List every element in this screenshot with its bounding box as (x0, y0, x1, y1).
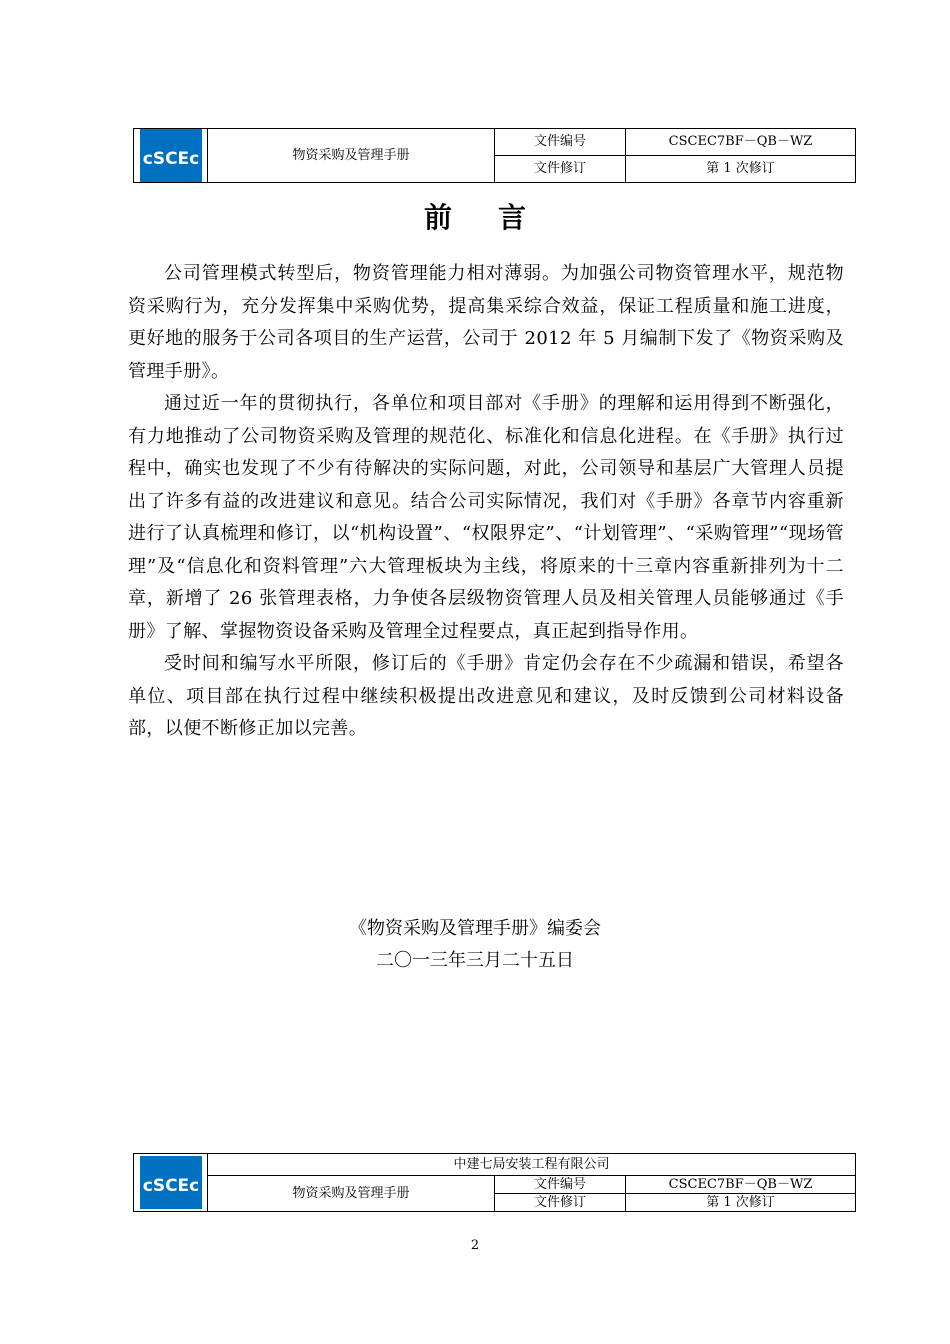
footer-manual-title: 物资采购及管理手册 (208, 1176, 495, 1212)
paragraph-1: 公司管理模式转型后，物资管理能力相对薄弱。为加强公司物资管理水平，规范物资采购行为，充分发挥集中采购优势，提高集采综合效益，保证工程质量和施工进度，更好地的服务于公司各项目的生产运营，公司于 2012 年 5 月编制下发了《物资采购及管理手册》。 (128, 263, 844, 382)
footer-revision-value: 第 1 次修订 (626, 1194, 856, 1212)
svg-text:cSCEc: cSCEc (142, 1175, 199, 1196)
preface-body (128, 258, 844, 746)
cscec-logo-icon (143, 136, 199, 176)
footer-table (133, 1153, 856, 1212)
footer-doc-number-value: CSCEC7BF－QB－WZ (626, 1176, 856, 1194)
header-manual-title: 物资采购及管理手册 (208, 129, 495, 183)
cscec-logo (140, 1156, 202, 1209)
footer-company: 中建七局安装工程有限公司 (208, 1154, 856, 1176)
paragraph-2: 通过近一年的贯彻执行，各单位和项目部对《手册》的理解和运用得到不断强化，有力地推动了公司物资采购及管理的规范化、标准化和信息化进程。在《手册》执行过程中，确实也发现了不少有待解决的实际问题，对此，公司领导和基层广大管理人员提出了许多有益的改进建议和意见。结合公司实际情况，我们对《手册》各章节内容重新进行了认真梳理和修订，以“机构设置”、“权限界定”、“计划管理”、“采购管理”“现场管理”及“信息化和资料管理”六大管理板块为主线，将原来的十三章内容重新排列为十二章，新增了 26 张管理表格，力争使各层级物资管理人员及相关管理人员能够通过《手册》了解、掌握物资设备采购及管理全过程要点，真正起到指导作用。 (128, 393, 844, 642)
header-logo-cell (134, 129, 208, 183)
svg-text:cSCEc: cSCEc (142, 148, 199, 169)
footer-revision-label: 文件修订 (495, 1194, 626, 1212)
signature-committee: 《物资采购及管理手册》编委会 (349, 918, 601, 939)
cscec-logo (140, 129, 202, 182)
header-table (133, 128, 856, 183)
cscec-logo-icon (143, 1163, 199, 1203)
page-number: 2 (470, 1238, 480, 1253)
page-title: 前言 (423, 201, 572, 234)
footer-doc-number-label: 文件编号 (495, 1176, 626, 1194)
paragraph-3: 受时间和编写水平所限，修订后的《手册》肯定仍会存在不少疏漏和错误，希望各单位、项目部在执行过程中继续积极提出改进意见和建议，及时反馈到公司材料设备部，以便不断修正加以完善。 (128, 653, 844, 739)
header-revision-label: 文件修订 (495, 156, 626, 183)
signature-date: 二〇一三年三月二十五日 (376, 950, 574, 971)
header-revision-value: 第 1 次修订 (626, 156, 856, 183)
header-doc-number-value: CSCEC7BF－QB－WZ (626, 129, 856, 156)
footer-logo-cell (134, 1154, 208, 1212)
header-doc-number-label: 文件编号 (495, 129, 626, 156)
